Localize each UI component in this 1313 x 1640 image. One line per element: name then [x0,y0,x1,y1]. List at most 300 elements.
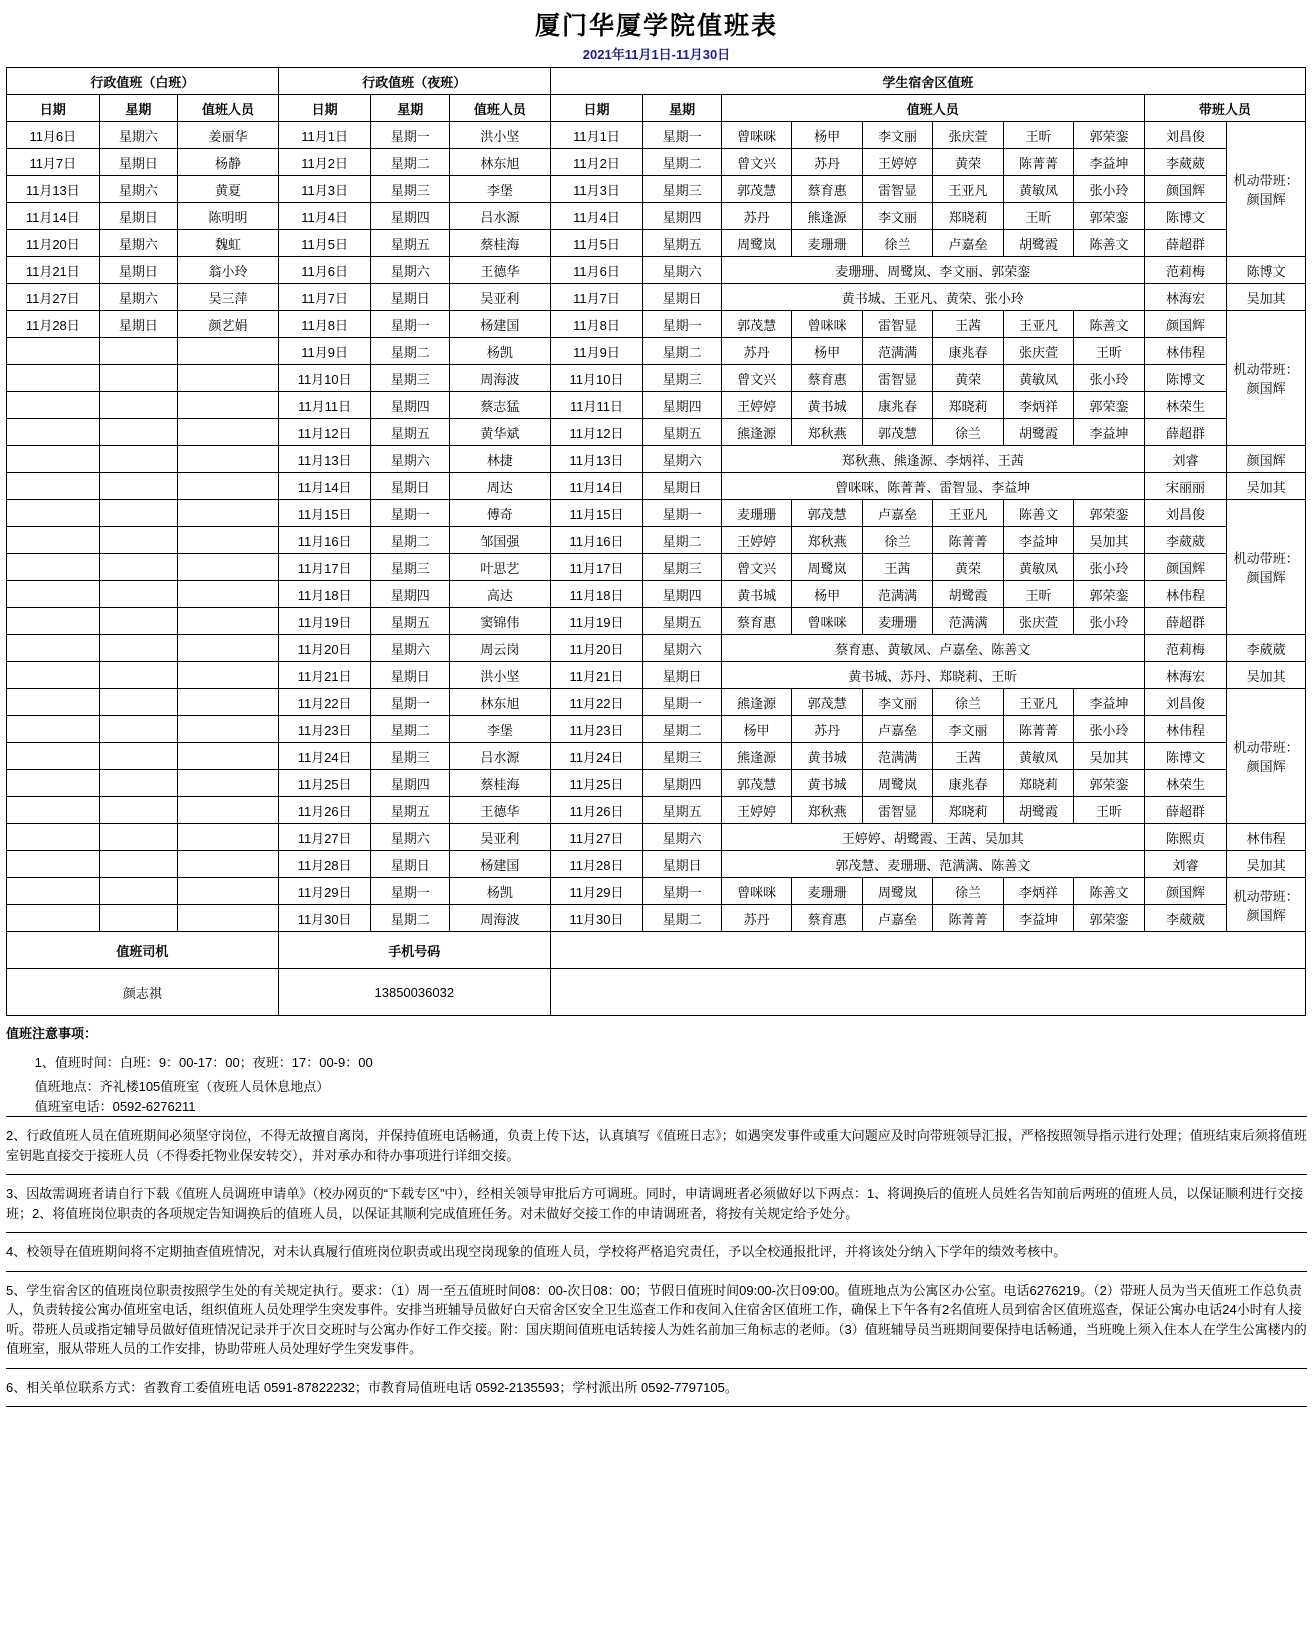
table-row [7,203,1306,230]
empty-cell [178,689,279,716]
dorm-leader: 林荣生 [1144,392,1227,419]
empty-cell [178,419,279,446]
dorm-leader: 刘昌俊 [1144,689,1227,716]
dorm-duty-person: 李益坤 [1003,527,1073,554]
dorm-duty-staff: 曾咪咪、陈菁菁、雷智显、李益坤 [721,473,1144,500]
empty-cell [178,473,279,500]
admin-night-date: 11月15日 [278,500,371,527]
dorm-duty-person: 王婷婷 [721,392,791,419]
dorm-weekday: 星期二 [643,338,722,365]
dorm-duty-person: 雷智显 [862,797,932,824]
admin-night-date: 11月1日 [278,122,371,149]
admin-night-weekday: 星期四 [371,770,450,797]
dorm-duty-person: 陈菁菁 [933,905,1003,932]
dorm-duty-person: 陈善文 [1074,878,1144,905]
admin-night-date: 11月2日 [278,149,371,176]
admin-day-date: 11月13日 [7,176,100,203]
admin-night-staff: 周海波 [450,905,551,932]
dorm-duty-person: 麦珊珊 [721,500,791,527]
group-header-admin-day: 行政值班（白班） [7,68,279,95]
dorm-duty-person: 康兆春 [933,338,1003,365]
driver-label: 值班司机 [7,932,279,969]
admin-night-weekday: 星期一 [371,500,450,527]
dorm-duty-person: 徐兰 [862,527,932,554]
dorm-leader: 薛超群 [1144,608,1227,635]
dorm-mobile-leader: 机动带班：颜国辉 [1227,311,1306,446]
empty-cell [99,770,178,797]
table-row [7,689,1306,716]
empty-cell [178,851,279,878]
admin-day-weekday: 星期六 [99,122,178,149]
dorm-date: 11月11日 [550,392,643,419]
note-item: 值班室电话：0592-6276211 [34,1098,196,1114]
empty-cell [7,824,100,851]
dorm-duty-person: 杨甲 [792,122,862,149]
dorm-duty-person: 李益坤 [1003,905,1073,932]
admin-night-staff: 叶思艺 [450,554,551,581]
table-row [7,905,1306,932]
dorm-duty-person: 陈善文 [1074,311,1144,338]
note-item: 4、校领导在值班期间将不定期抽查值班情况，对未认真履行值班岗位职责或出现空岗现象的值班人员，学校将严格追究责任，予以全校通报批评，并将该处分纳入下学年的绩效考核中。 [6,1244,1067,1259]
admin-night-staff: 王德华 [450,257,551,284]
admin-night-date: 11月26日 [278,797,371,824]
dorm-duty-person: 黄敏凤 [1003,365,1073,392]
admin-night-staff: 洪小坚 [450,662,551,689]
dorm-duty-person: 王婷婷 [862,149,932,176]
admin-night-date: 11月9日 [278,338,371,365]
dorm-duty-person: 黄敏凤 [1003,176,1073,203]
admin-day-date: 11月6日 [7,122,100,149]
driver-name: 颜志祺 [7,969,279,1016]
empty-cell [178,635,279,662]
dorm-duty-person: 胡鹭霞 [1003,797,1073,824]
admin-day-weekday: 星期六 [99,284,178,311]
empty-cell [178,905,279,932]
empty-cell [7,608,100,635]
dorm-leader: 刘昌俊 [1144,500,1227,527]
empty-cell [178,878,279,905]
dorm-date: 11月2日 [550,149,643,176]
table-row [7,851,1306,878]
note-item: 1、值班时间：白班：9：00-17：00；夜班：17：00-9：00 [34,1054,373,1070]
admin-night-date: 11月4日 [278,203,371,230]
dorm-weekday: 星期一 [643,689,722,716]
dorm-duty-person: 张小玲 [1074,554,1144,581]
empty-cell [99,662,178,689]
dorm-duty-person: 苏丹 [792,716,862,743]
dorm-duty-person: 李益坤 [1074,149,1144,176]
dorm-duty-person: 胡鹭霞 [1003,419,1073,446]
admin-night-date: 11月29日 [278,878,371,905]
dorm-duty-person: 李益坤 [1074,419,1144,446]
admin-night-date: 11月20日 [278,635,371,662]
dorm-mobile-leader: 机动带班：颜国辉 [1227,878,1306,932]
empty-cell [7,689,100,716]
dorm-duty-person: 王婷婷 [721,527,791,554]
dorm-duty-person: 杨甲 [792,581,862,608]
dorm-leader: 陈博文 [1144,743,1227,770]
dorm-duty-person: 王昕 [1074,797,1144,824]
dorm-duty-person: 吴加其 [1074,527,1144,554]
dorm-duty-person: 李文丽 [862,689,932,716]
driver-phone-label: 手机号码 [278,932,550,969]
admin-night-weekday: 星期四 [371,392,450,419]
dorm-duty-person: 范满满 [862,338,932,365]
column-header: 星期 [99,95,178,122]
admin-night-weekday: 星期日 [371,473,450,500]
admin-night-date: 11月16日 [278,527,371,554]
admin-night-staff: 蔡志猛 [450,392,551,419]
admin-night-date: 11月28日 [278,851,371,878]
dorm-duty-person: 王茜 [933,311,1003,338]
admin-night-date: 11月12日 [278,419,371,446]
admin-night-date: 11月5日 [278,230,371,257]
dorm-duty-person: 熊逢源 [721,743,791,770]
dorm-leader: 林荣生 [1144,770,1227,797]
note-item: 值班地点：齐礼楼105值班室（夜班人员休息地点） [34,1079,330,1094]
dorm-date: 11月21日 [550,662,643,689]
admin-night-weekday: 星期五 [371,230,450,257]
empty-cell [178,527,279,554]
dorm-duty-person: 王亚凡 [933,500,1003,527]
admin-day-date: 11月7日 [7,149,100,176]
dorm-date: 11月18日 [550,581,643,608]
table-row [7,122,1306,149]
table-row [7,770,1306,797]
dorm-duty-person: 李益坤 [1074,689,1144,716]
dorm-duty-person: 郭茂慧 [721,770,791,797]
dorm-weekday: 星期三 [643,554,722,581]
admin-night-weekday: 星期五 [371,797,450,824]
table-row [7,500,1306,527]
admin-night-date: 11月8日 [278,311,371,338]
admin-day-weekday: 星期日 [99,203,178,230]
dorm-duty-staff: 蔡育惠、黄敏凤、卢嘉垒、陈善文 [721,635,1144,662]
dorm-duty-person: 郑秋燕 [792,419,862,446]
dorm-leader: 李葳葳 [1144,527,1227,554]
dorm-date: 11月9日 [550,338,643,365]
dorm-duty-person: 李炳祥 [1003,392,1073,419]
driver-phone: 13850036032 [278,969,550,1016]
dorm-duty-person: 徐兰 [933,689,1003,716]
dorm-duty-person: 范满满 [862,743,932,770]
dorm-duty-person: 陈菁菁 [1003,149,1073,176]
dorm-leader: 陈熙贞 [1144,824,1227,851]
admin-day-date: 11月20日 [7,230,100,257]
empty-cell [99,797,178,824]
dorm-duty-person: 王亚凡 [1003,689,1073,716]
admin-night-date: 11月14日 [278,473,371,500]
dorm-weekday: 星期六 [643,446,722,473]
dorm-duty-person: 卢嘉垒 [862,716,932,743]
note-item: 5、学生宿舍区的值班岗位职责按照学生处的有关规定执行。要求：（1）周一至五值班时间08：00-次日08：00；节假日值班时间09:00-次日09:00。值班地点为公寓区办公室。电话6276219。（2）带班人员为当天值班工作总负责人，负责转接公寓办值班室电话，组织值班人员处理学生突发事件。安排当班辅导员做好白天宿舍区安全卫生巡查工作和夜间入住宿舍区值班工作，确保上下午各有2名值班人员到宿舍区值班巡查，保证公寓办电话24小时有人接听。带班人员或指定辅导员做好值班情况记录并于次日交班时与公寓办作好工作交接。附：国庆期间值班电话转接人为姓名前加三角标志的老师。（3）值班辅导员当班期间要保持电话畅通，当班晚上须入住本人在学生公寓楼内的值班室，服从带班人员的工作安排，协助带班人员处理好学生突发事件。 [6,1282,1307,1356]
dorm-duty-person: 黄荣 [933,149,1003,176]
dorm-duty-person: 王昕 [1003,122,1073,149]
dorm-duty-person: 周鹭岚 [862,770,932,797]
admin-day-weekday: 星期日 [99,257,178,284]
dorm-duty-person: 曾文兴 [721,149,791,176]
dorm-weekday: 星期四 [643,392,722,419]
admin-night-weekday: 星期二 [371,149,450,176]
empty-cell [7,365,100,392]
dorm-date: 11月24日 [550,743,643,770]
column-header: 星期 [643,95,722,122]
dorm-duty-person: 郭荣銮 [1074,581,1144,608]
dorm-duty-person: 蔡育惠 [721,608,791,635]
dorm-leader: 陈博文 [1144,203,1227,230]
admin-night-weekday: 星期二 [371,338,450,365]
dorm-date: 11月29日 [550,878,643,905]
admin-night-staff: 杨凯 [450,338,551,365]
dorm-duty-person: 王昕 [1074,338,1144,365]
admin-night-weekday: 星期一 [371,311,450,338]
dorm-duty-person: 范满满 [862,581,932,608]
admin-night-date: 11月6日 [278,257,371,284]
table-row [7,392,1306,419]
empty-cell [7,743,100,770]
empty-cell [99,689,178,716]
table-row [7,878,1306,905]
dorm-weekday: 星期二 [643,905,722,932]
empty-cell [7,662,100,689]
dorm-duty-person: 郑晓莉 [933,392,1003,419]
notes-title: 值班注意事项： [6,1026,98,1041]
dorm-date: 11月23日 [550,716,643,743]
dorm-duty-person: 陈菁菁 [1003,716,1073,743]
dorm-duty-person: 黄荣 [933,554,1003,581]
admin-day-staff: 魏虹 [178,230,279,257]
dorm-leader: 颜国辉 [1144,878,1227,905]
dorm-duty-person: 王亚凡 [1003,311,1073,338]
admin-night-weekday: 星期三 [371,743,450,770]
dorm-duty-person: 麦珊珊 [862,608,932,635]
table-row [7,446,1306,473]
empty-cell [178,338,279,365]
admin-night-staff: 洪小坚 [450,122,551,149]
admin-night-weekday: 星期日 [371,284,450,311]
admin-night-weekday: 星期日 [371,662,450,689]
admin-night-date: 11月17日 [278,554,371,581]
dorm-duty-person: 康兆春 [862,392,932,419]
admin-day-staff: 黄夏 [178,176,279,203]
empty-cell [178,770,279,797]
dorm-mobile-leader: 吴加其 [1227,284,1306,311]
dorm-duty-person: 蔡育惠 [792,365,862,392]
empty-cell [178,608,279,635]
column-header: 星期 [371,95,450,122]
admin-night-staff: 傅奇 [450,500,551,527]
empty-cell [99,905,178,932]
admin-night-date: 11月21日 [278,662,371,689]
dorm-date: 11月17日 [550,554,643,581]
empty-cell [7,338,100,365]
dorm-duty-person: 张庆萱 [1003,338,1073,365]
dorm-leader: 林海宏 [1144,662,1227,689]
admin-night-weekday: 星期三 [371,176,450,203]
dorm-duty-person: 周鹭岚 [721,230,791,257]
empty-cell [99,392,178,419]
empty-cell [99,716,178,743]
admin-day-staff: 陈明明 [178,203,279,230]
empty-cell [7,878,100,905]
empty-cell [99,824,178,851]
table-row [7,230,1306,257]
dorm-leader: 范莉梅 [1144,257,1227,284]
column-header-duty-staff: 值班人员 [721,95,1144,122]
admin-day-staff: 翁小玲 [178,257,279,284]
admin-day-staff: 杨静 [178,149,279,176]
admin-night-date: 11月25日 [278,770,371,797]
dorm-weekday: 星期一 [643,122,722,149]
admin-night-date: 11月30日 [278,905,371,932]
dorm-duty-staff: 麦珊珊、周鹭岚、李文丽、郭荣銮 [721,257,1144,284]
dorm-duty-person: 曾咪咪 [792,608,862,635]
admin-night-weekday: 星期六 [371,257,450,284]
admin-day-weekday: 星期日 [99,311,178,338]
note-item: 6、相关单位联系方式：省教育工委值班电话 0591-87822232；市教育局值班电话 0592-2135593；学村派出所 0592-7797105。 [6,1379,738,1395]
dorm-duty-person: 杨甲 [792,338,862,365]
dorm-duty-person: 黄书城 [721,581,791,608]
dorm-duty-person: 郭茂慧 [862,419,932,446]
admin-night-weekday: 星期二 [371,716,450,743]
dorm-duty-person: 曾咪咪 [721,878,791,905]
admin-day-date: 11月14日 [7,203,100,230]
empty-cell [7,554,100,581]
dorm-duty-person: 曾咪咪 [721,122,791,149]
dorm-duty-person: 麦珊珊 [792,878,862,905]
dorm-duty-person: 张小玲 [1074,365,1144,392]
admin-night-weekday: 星期日 [371,851,450,878]
empty-cell [550,969,1305,1016]
dorm-duty-person: 郑秋燕 [792,527,862,554]
dorm-duty-person: 张庆萱 [1003,608,1073,635]
empty-cell [99,446,178,473]
admin-day-weekday: 星期六 [99,230,178,257]
dorm-duty-person: 王茜 [933,743,1003,770]
dorm-duty-person: 熊逢源 [792,203,862,230]
dorm-leader: 林伟程 [1144,338,1227,365]
dorm-date: 11月10日 [550,365,643,392]
page-title: 厦门华厦学院值班表 [534,12,778,40]
admin-day-date: 11月28日 [7,311,100,338]
empty-cell [7,851,100,878]
empty-cell [7,446,100,473]
dorm-duty-person: 郑晓莉 [933,797,1003,824]
dorm-duty-person: 黄书城 [792,770,862,797]
dorm-leader: 薛超群 [1144,419,1227,446]
admin-night-staff: 蔡桂海 [450,230,551,257]
dorm-duty-person: 郑秋燕 [792,797,862,824]
empty-cell [7,797,100,824]
empty-cell [99,608,178,635]
dorm-leader: 颜国辉 [1144,311,1227,338]
empty-cell [7,770,100,797]
dorm-weekday: 星期三 [643,176,722,203]
dorm-weekday: 星期五 [643,797,722,824]
admin-night-weekday: 星期二 [371,527,450,554]
dorm-mobile-leader: 李葳葳 [1227,635,1306,662]
dorm-duty-person: 周鹭岚 [792,554,862,581]
admin-night-weekday: 星期二 [371,905,450,932]
dorm-weekday: 星期二 [643,716,722,743]
dorm-duty-person: 黄敏凤 [1003,554,1073,581]
dorm-mobile-leader: 陈博文 [1227,257,1306,284]
dorm-duty-person: 郭荣銮 [1074,392,1144,419]
dorm-duty-person: 李文丽 [933,716,1003,743]
dorm-duty-person: 郑晓莉 [933,203,1003,230]
dorm-weekday: 星期六 [643,257,722,284]
dorm-weekday: 星期二 [643,527,722,554]
dorm-leader: 林海宏 [1144,284,1227,311]
empty-cell [178,554,279,581]
dorm-duty-person: 蔡育惠 [792,905,862,932]
table-row [7,527,1306,554]
admin-night-weekday: 星期一 [371,878,450,905]
dorm-duty-person: 张庆萱 [933,122,1003,149]
table-row [7,581,1306,608]
dorm-duty-person: 苏丹 [721,338,791,365]
dorm-date: 11月13日 [550,446,643,473]
admin-night-staff: 李堡 [450,176,551,203]
admin-night-staff: 高达 [450,581,551,608]
admin-night-weekday: 星期六 [371,824,450,851]
admin-night-staff: 蔡桂海 [450,770,551,797]
column-header: 日期 [550,95,643,122]
table-row [7,716,1306,743]
admin-night-staff: 林东旭 [450,689,551,716]
table-row [7,284,1306,311]
empty-cell [99,851,178,878]
dorm-duty-person: 胡鹭霞 [1003,230,1073,257]
dorm-duty-staff: 郑秋燕、熊逢源、李炳祥、王茜 [721,446,1144,473]
empty-cell [178,824,279,851]
table-row [7,608,1306,635]
dorm-date: 11月6日 [550,257,643,284]
admin-night-weekday: 星期四 [371,203,450,230]
dorm-duty-person: 徐兰 [862,230,932,257]
admin-night-date: 11月27日 [278,824,371,851]
dorm-weekday: 星期三 [643,365,722,392]
empty-cell [7,500,100,527]
admin-night-date: 11月7日 [278,284,371,311]
dorm-duty-person: 李炳祥 [1003,878,1073,905]
dorm-date: 11月14日 [550,473,643,500]
note-item: 2、行政值班人员在值班期间必须坚守岗位，不得无故擅自离岗，并保持值班电话畅通，负责上传下达，认真填写《值班日志》；如遇突发事件或重大问题应及时向带班领导汇报，严格按照领导指示进行处理；值班结束后须将值班室钥匙直接交于接班人员（不得委托物业保安转交），并对承办和待办事项进行详细交接。 [6,1128,1307,1163]
group-header-dorm: 学生宿舍区值班 [550,68,1305,95]
dorm-weekday: 星期五 [643,608,722,635]
empty-cell [7,527,100,554]
dorm-duty-person: 王茜 [862,554,932,581]
dorm-leader: 李葳葳 [1144,149,1227,176]
admin-night-weekday: 星期一 [371,689,450,716]
dorm-date: 11月3日 [550,176,643,203]
dorm-leader: 刘睿 [1144,851,1227,878]
empty-cell [550,932,1305,969]
dorm-weekday: 星期一 [643,500,722,527]
dorm-duty-person: 郭茂慧 [721,311,791,338]
empty-cell [99,473,178,500]
empty-cell [178,797,279,824]
dorm-duty-person: 苏丹 [792,149,862,176]
dorm-weekday: 星期四 [643,581,722,608]
admin-night-staff: 邹国强 [450,527,551,554]
dorm-duty-person: 郭荣銮 [1074,770,1144,797]
empty-cell [99,500,178,527]
admin-night-date: 11月22日 [278,689,371,716]
table-row [7,176,1306,203]
dorm-duty-person: 郭荣銮 [1074,905,1144,932]
dorm-duty-person: 李文丽 [862,203,932,230]
